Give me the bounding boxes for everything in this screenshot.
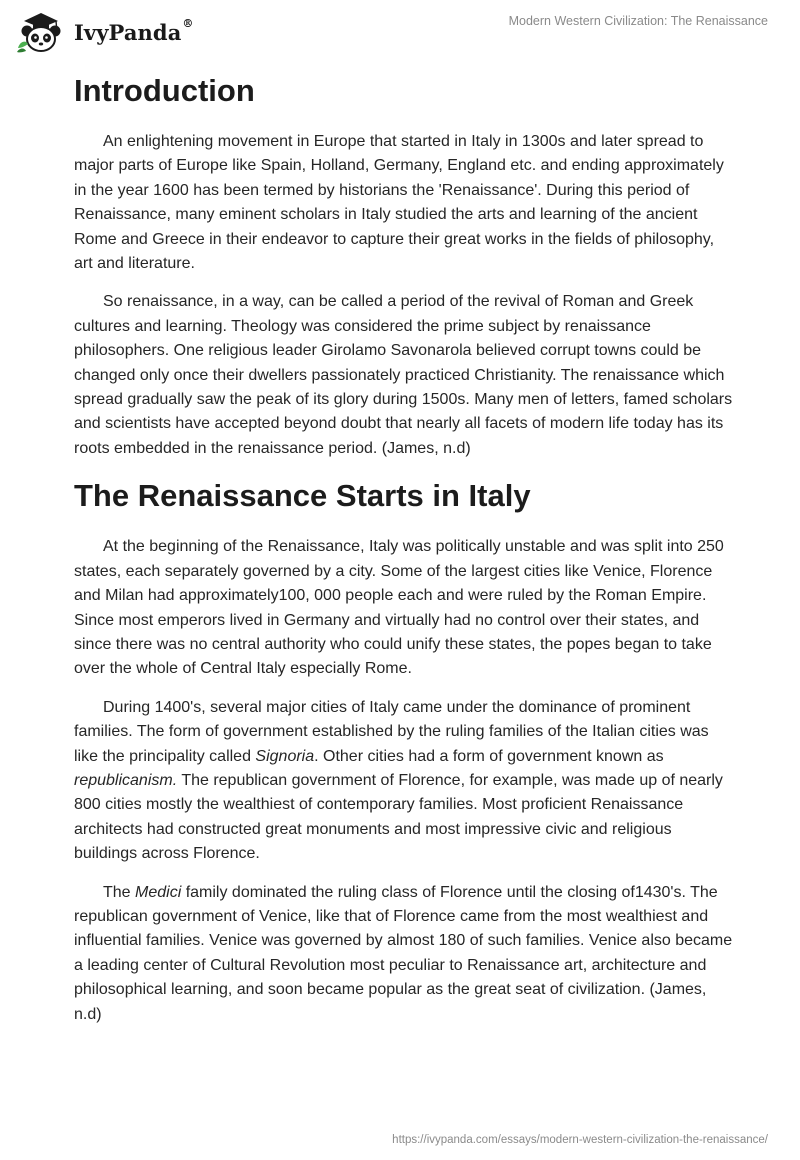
body-paragraph — [74, 535, 734, 681]
paragraph-text: The — [103, 883, 136, 901]
italic-term: Signoria — [255, 747, 315, 765]
paragraph-text: . Other cities had a form of government known as — [314, 747, 664, 765]
section-heading: The Renaissance Starts in Italy — [74, 478, 531, 514]
panda-graduate-icon — [14, 8, 68, 56]
ivypanda-logo[interactable] — [14, 8, 194, 56]
document-title: Modern Western Civilization: The Renaissance — [508, 14, 768, 28]
brand-name: IvyPanda® — [74, 16, 194, 45]
paragraph-text: So renaissance, in a way, can be called a period of the revival of Roman and Greek cultures and learning. Theology was considered the prime subject by renaissance philosophers. One religious leader Girolamo Savonarola believed corrupt towns could be changed only once their dwellers passionately practiced Christianity. The renaissance which spread gradually saw the peak of its glory during 1500s. Many men of letters, famed scholars and scientists have accepted beyond doubt that nearly all facets of modern life today has its roots embedded in the renaissance period. (James, n.d) — [74, 293, 733, 457]
body-paragraph — [74, 130, 734, 276]
paragraph-text: At the beginning of the Renaissance, Italy was politically unstable and was split into 250 states, each separately governed by a city. Some of the largest cities like Venice, Florence and Milan had approximately100, 000 people each and were ruled by the Roman Empire. Since most emperors lived in Germany and virtually had no control over their states, and since there was no central authority who could unify these states, the popes began to take over the whole of Central Italy especially Rome. — [74, 538, 724, 678]
italic-term: republicanism. — [74, 771, 178, 789]
body-paragraph — [74, 881, 734, 1027]
paragraph-text: The republican government of Florence, for example, was made up of nearly 800 cities mostly the wealthiest of contemporary families. Most proficient Renaissance architects had constructed great monuments and most impressive civic and religious buildings across Florence. — [74, 771, 723, 863]
source-url[interactable]: https://ivypanda.com/essays/modern-western-civilization-the-renaissance/ — [392, 1134, 768, 1146]
body-paragraph — [74, 696, 734, 867]
essay-body — [74, 70, 734, 1041]
paragraph-text: During 1400's, several major cities of Italy came under the dominance of prominent families. The form of government established by the ruling families of the Italian cities was like the principality called — [74, 698, 709, 765]
paragraph-text: An enlightening movement in Europe that started in Italy in 1300s and later spread to major parts of Europe like Spain, Holland, Germany, England etc. and ending approximately in the year 1600 has been termed by historians the 'Renaissance'. During this period of Renaissance, many eminent scholars in Italy studied the arts and learning of the ancient Rome and Greece in their endeavor to capture their great works in the fields of philosophy, art and literature. — [74, 133, 724, 273]
italic-term: Medici — [135, 883, 182, 901]
body-paragraph — [74, 290, 734, 461]
page-header — [0, 0, 800, 64]
paragraph-text: family dominated the ruling class of Florence until the closing of1430's. The republican government of Venice, like that of Florence came from the most wealthiest and influential families. Venice was governed by almost 180 of such families. Venice also became a leading center of Cultural Revolution most peculiar to Renaissance art, architecture and philosophical learning, and soon became popular as the great seat of civilization. (James, n.d) — [74, 883, 733, 1023]
section-heading: Introduction — [74, 73, 255, 108]
